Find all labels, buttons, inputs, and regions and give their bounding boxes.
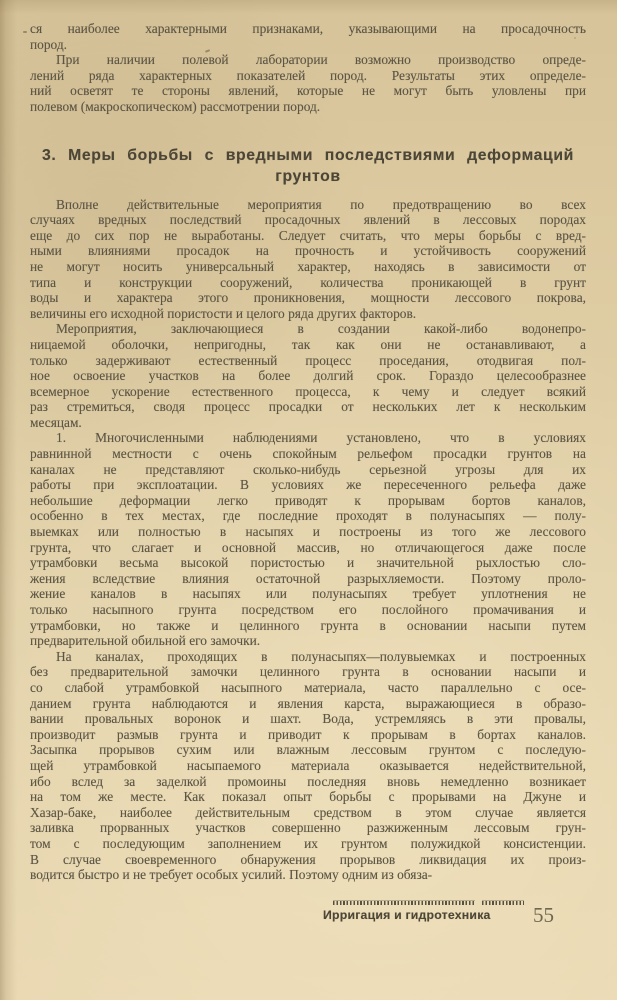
text-line: водится быстро и не требует особых усилий. Поэтому одним из обяза- <box>30 867 433 883</box>
text-line: работы при эксплоатации. В условиях же пересеченного рельефа даже <box>30 477 586 493</box>
text-line: каналах не представляют сколько-нибудь серьезной угрозы для их <box>30 461 586 477</box>
text-line: ний осветят те стороны явлений, которые не могут быть уловлены при <box>30 83 586 99</box>
page-text <box>30 21 586 883</box>
text-blocks <box>30 21 586 883</box>
heading-line: грунтов <box>275 167 341 185</box>
text-line: ное освоение участков на более долгий срок. Гораздо целесообразнее <box>30 368 586 384</box>
text-line: ся наиболее характерными признаками, указывающими на просадочность <box>30 21 586 36</box>
text-line: не могут носить универсальный характер, находясь в зависимости от <box>30 258 586 274</box>
text-line: заливка прорванных участков совершенно разжиженным лессовым грун- <box>30 820 586 836</box>
text-line: со слабой утрамбовкой насыпного материала, часто параллельно с осе- <box>30 679 586 695</box>
text-line: данием грунта наблюдаются и явления карста, выражающиеся в образо- <box>30 695 586 711</box>
text-line: случаях вредных последствий просадочных явлений в лессовых породах <box>30 212 586 228</box>
text-line: типа и конструкции сооружений, количества проникающей в грунт <box>30 274 586 290</box>
text-line: ибо вслед за заделкой промоины последняя вновь немедленно возникает <box>30 773 586 789</box>
footer-rule <box>333 901 524 905</box>
running-title: Ирригация и гидротехника <box>323 908 491 922</box>
text-line: раз стремиться, сводя процесс просадки от нескольких лет к нескольким <box>30 399 586 415</box>
text-line: В случае своевременного обнаружения прорывов ликвидация их произ- <box>30 851 586 867</box>
text-line: На каналах, проходящих в полунасыпях—полувыемках и построенных <box>56 648 586 664</box>
text-line: небольшие деформации легко приводят к прорывам бортов каналов, <box>30 492 586 508</box>
text-line: пород. <box>30 36 68 52</box>
footer-rule-segment <box>482 901 524 905</box>
paragraph-field-laboratory <box>30 52 586 114</box>
section-heading <box>38 145 578 187</box>
text-line: жения вследствие влияния остаточной разрыхляемости. Поэтому проло- <box>30 570 586 586</box>
text-line: лений ряда характерных показателей пород. Результаты этих определе- <box>30 67 586 83</box>
text-line: месяцам. <box>30 414 82 430</box>
text-line: грунта, что слагает и основной массив, но отличающегося даже после <box>30 539 586 555</box>
paragraph-measures-intro <box>30 197 586 322</box>
text-line: только задерживают естественный процесс проседания, отодвигая пол- <box>30 352 586 368</box>
paragraph-observations-canals <box>30 430 586 648</box>
text-line: без предварительной замочки целинного грунта в основании насыпи и <box>30 664 586 680</box>
heading-line: 3. Меры борьбы с вредными последствиями деформаций <box>42 146 574 164</box>
footer-rule-segment <box>333 901 475 905</box>
text-line: том с последующим заполнением их грунтом полужидкой консистенции. <box>30 835 586 851</box>
text-line: щей утрамбовкой насыпаемого материала оказывается недействительной, <box>30 757 586 773</box>
text-line: жение каналов в насыпях или полунасыпях требует уплотнения не <box>30 586 586 602</box>
text-line: Хазар-баке, наиболее действительным средством в этом случае является <box>30 804 586 820</box>
scan-speck <box>23 31 27 33</box>
paragraph-karst-breaches <box>30 649 586 883</box>
text-line: предварительной обильной его замочки. <box>30 633 261 649</box>
text-line: Вполне действительные мероприятия по предотвращению во всех <box>56 196 586 212</box>
page-footer <box>323 901 554 927</box>
text-line: Мероприятия, заключающиеся в создании какой-либо водонепро- <box>56 321 586 337</box>
text-line: вании провальных воронок и шахт. Вода, устремляясь в эти провалы, <box>30 711 586 727</box>
text-line: еще до сих пор не выработаны. Следует считать, что меры борьбы с вред- <box>30 227 586 243</box>
text-line: полевом (макроскопическом) рассмотрении пород. <box>30 98 321 114</box>
text-line: 1. Многочисленными наблюдениями установлено, что в условиях <box>56 430 586 446</box>
paragraph-waterproof-shell <box>30 321 586 430</box>
text-line: на том же месте. Как показал опыт борьбы с прорывами на Джуне и <box>30 789 586 805</box>
text-line: выемках или полностью в насыпях и построены из того же лессового <box>30 524 586 540</box>
text-line: утрамбовки, но также и целинного грунта в основании насыпи путем <box>30 617 586 633</box>
text-line: воды и характера этого проникновения, мощности лессового покрова, <box>30 290 586 306</box>
text-line: ными влияниями просадок на прочность и устойчивость сооружений <box>30 243 586 259</box>
text-line: величины его исходной пористости и целого ряда других факторов. <box>30 305 417 321</box>
text-line: только насыпного грунта посредством его послойного промачивания и <box>30 602 586 617</box>
running-title-group <box>323 901 524 922</box>
text-line: утрамбовки весьма высокой пористостью и значительной рыхлостью сло- <box>30 555 586 571</box>
paragraph-continuation <box>30 21 586 52</box>
text-line: производит размыв грунта и приводит к прорывам в бортах каналов. <box>30 726 586 742</box>
text-line: ницаемой оболочки, непригодны, так как они не останавливают, а <box>30 336 586 352</box>
text-line: равнинной местности с очень спокойным рельефом просадки грунтов на <box>30 446 586 462</box>
page-number: 55 <box>533 903 554 927</box>
text-line: особенно в тех местах, где последние проходят в полунасыпях — полу- <box>30 508 586 524</box>
text-line: всемерное ускорение естественного процесса, к чему и следует всякий <box>30 383 586 399</box>
text-line: Засыпка прорывов сухим или влажным лессовым грунтом с последую- <box>30 742 586 758</box>
text-line: При наличии полевой лаборатории возможно производство опреде- <box>56 52 586 68</box>
